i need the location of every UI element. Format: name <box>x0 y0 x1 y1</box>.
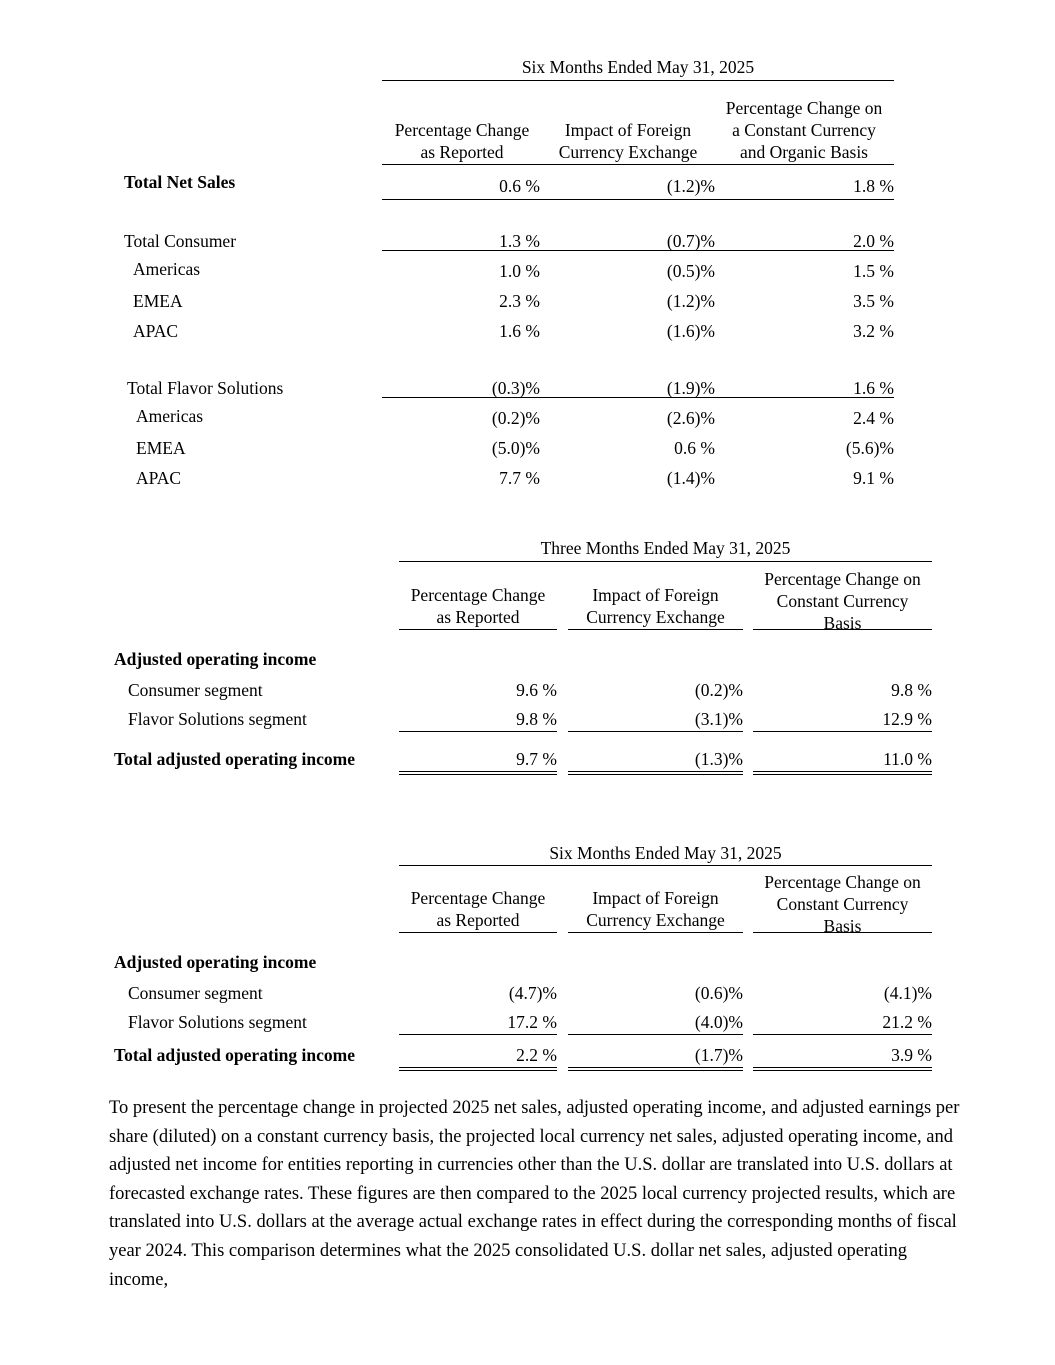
table1-flavor-rule <box>382 397 894 398</box>
table3-col3-rule <box>753 932 932 933</box>
table3-col1-rule <box>399 932 557 933</box>
table1-total-rule <box>382 199 894 200</box>
table2-col3-rule <box>753 629 932 630</box>
table2-col2-rule <box>568 629 743 630</box>
table1-col3-header: Percentage Change on a Constant Currency and Organic Basis <box>725 98 883 162</box>
table2-col2-header: Impact of Foreign Currency Exchange <box>586 585 725 627</box>
table1-col2-header: Impact of Foreign Currency Exchange <box>558 120 698 162</box>
table2-sub-rule-1 <box>399 731 557 732</box>
table3-sub-rule-3 <box>753 1034 932 1035</box>
table1-period: Six Months Ended May 31, 2025 <box>521 57 755 77</box>
table1-col1-header: Percentage Change as Reported <box>394 120 530 162</box>
table3-col2-header: Impact of Foreign Currency Exchange <box>586 888 725 930</box>
table2-col1-rule <box>399 629 557 630</box>
table3-section-title: Adjusted operating income <box>114 952 317 972</box>
table3-col3-header: Percentage Change on Constant Currency Basis <box>764 872 921 936</box>
table3-period-rule <box>399 865 932 866</box>
table3-total-rule-1 <box>399 1067 557 1071</box>
table3-total-rule-3 <box>753 1067 932 1071</box>
table2-col3-header: Percentage Change on Constant Currency Basis <box>764 569 921 633</box>
table1-period-rule <box>382 80 894 81</box>
table2-total-rule-3 <box>753 771 932 775</box>
table2-sub-rule-2 <box>568 731 743 732</box>
table2-period: Three Months Ended May 31, 2025 <box>540 538 791 558</box>
row-label: Total Net Sales <box>124 172 236 192</box>
table2-sub-rule-3 <box>753 731 932 732</box>
body-paragraph: To present the percentage change in projected 2025 net sales, adjusted operating income, and adjusted earnings per share (diluted) on a constant currency basis, the projected local currency net sales, adjusted operating income, and adjusted net income for entities reporting in currencies other than the U.S. dollar are translated into U.S. dollars at forecasted exchange rates. These figures are then compared to the 2025 local currency projected results, which are translated into U.S. dollars at the average actual exchange rates in effect during the corresponding months of fiscal year 2024. This comparison determines what the 2025 consolidated U.S. dollar net sales, adjusted operating income, <box>109 1098 960 1290</box>
table1-header-rule <box>382 164 894 165</box>
table2-total-rule-1 <box>399 771 557 775</box>
table3-total-rule-2 <box>568 1067 743 1071</box>
table3-period: Six Months Ended May 31, 2025 <box>549 843 782 863</box>
table3-col1-header: Percentage Change as Reported <box>410 888 546 930</box>
table2-total-rule-2 <box>568 771 743 775</box>
table3-sub-rule-2 <box>568 1034 743 1035</box>
table2-col1-header: Percentage Change as Reported <box>410 585 546 627</box>
table1-consumer-rule <box>382 250 894 251</box>
table3-col2-rule <box>568 932 743 933</box>
table3-sub-rule-1 <box>399 1034 557 1035</box>
table2-section-title: Adjusted operating income <box>114 649 317 669</box>
table2-period-rule <box>399 561 932 562</box>
